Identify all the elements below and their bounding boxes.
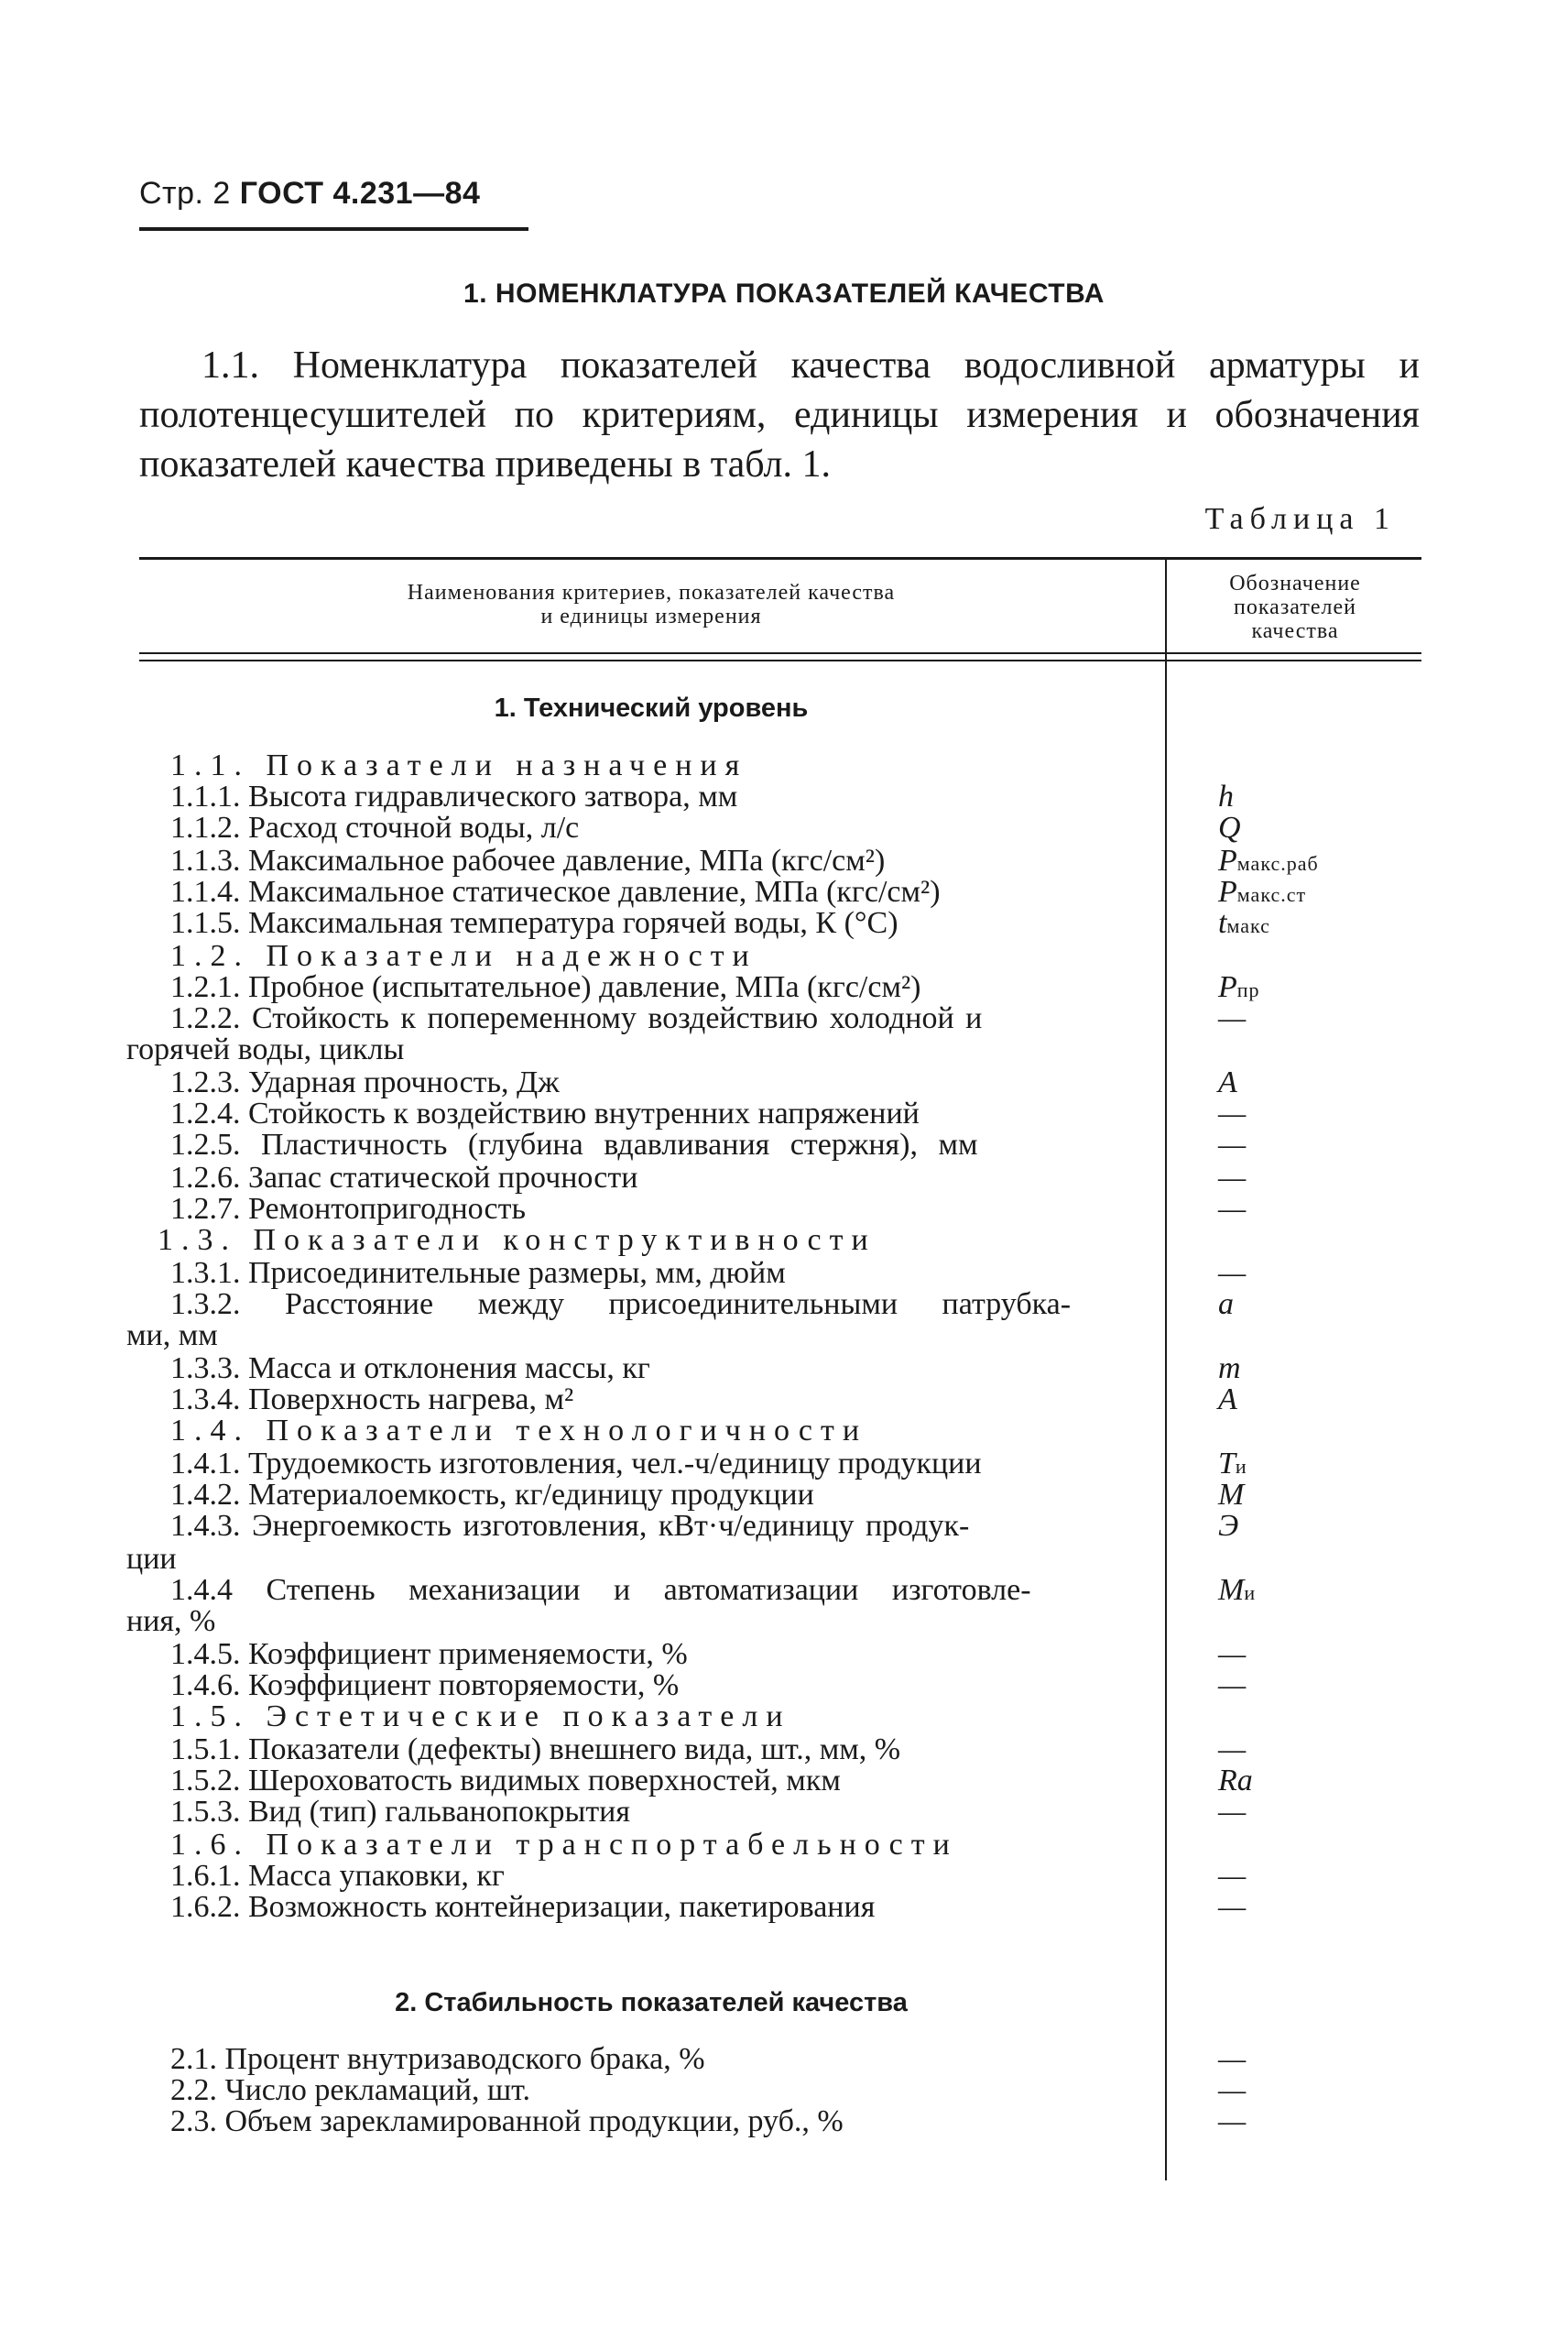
indicator-name: 1.1. Показатели назначения	[170, 748, 748, 782]
indicator-name: 1.2. Показатели надежности	[170, 939, 757, 973]
indicator-name: 1.3.4. Поверхность нагрева, м²	[170, 1382, 574, 1416]
indicator-symbol-main: —	[1218, 1192, 1247, 1226]
indicator-symbol-main: h	[1218, 780, 1234, 814]
indicator-symbol-main: —	[1218, 1668, 1247, 1702]
indicator-symbol-main: A	[1218, 1065, 1237, 1099]
indicator-name: 1.6. Показатели транспортабельности	[170, 1828, 958, 1862]
indicator-symbol-subscript: макс.ст	[1236, 883, 1307, 906]
table-row	[0, 1574, 1568, 1607]
indicator-symbol-main: —	[1218, 2042, 1247, 2076]
indicator-name: 1.3. Показатели конструктивности	[158, 1223, 877, 1257]
indicator-symbol-main: —	[1218, 2104, 1247, 2138]
indicator-name: 1.3.3. Масса и отклонения массы, кг	[170, 1351, 650, 1385]
indicator-name: 1.2.4. Стойкость к воздействию внутренних напряжений	[170, 1097, 920, 1131]
indicator-name: 1.1.4. Максимальное статическое давление, МПа (кгс/см²)	[170, 875, 941, 909]
indicator-symbol-main: P	[1218, 844, 1237, 878]
table-group-row	[0, 1829, 1568, 1862]
table-row	[0, 1764, 1568, 1797]
indicator-name: 1.2.3. Ударная прочность, Дж	[170, 1065, 560, 1099]
indicator-name: 1.5.2. Шероховатость видимых поверхностей, мкм	[170, 1764, 841, 1797]
indicator-name: 1.4. Показатели технологичности	[170, 1414, 868, 1448]
indicator-symbol	[1218, 1257, 1246, 1290]
table-row	[0, 845, 1568, 878]
indicator-symbol-main: —	[1218, 1637, 1247, 1671]
indicator-name: 2.1. Процент внутризаводского брака, %	[170, 2042, 705, 2076]
indicator-name: 1.4.5. Коэффициент применяемости, %	[170, 1637, 688, 1671]
standard-code: ГОСТ 4.231—84	[239, 176, 481, 211]
indicator-name: 1.2.6. Запас статической прочности	[170, 1161, 638, 1195]
indicator-symbol-main: Э	[1218, 1509, 1239, 1543]
indicator-name: 1.3.2. Расстояние между присоединительными патрубка-	[170, 1287, 1072, 1321]
table-row	[0, 1193, 1568, 1226]
indicator-symbol	[1218, 812, 1241, 845]
indicator-symbol	[1218, 1891, 1246, 1924]
indicator-name: 1.1.5. Максимальная температура горячей воды, К (°С)	[170, 906, 898, 940]
indicator-symbol-main: M	[1218, 1573, 1245, 1607]
indicator-symbol	[1218, 1129, 1246, 1162]
table-row	[0, 1448, 1568, 1480]
indicator-symbol-main: t	[1218, 906, 1227, 940]
indicator-symbol-subscript: пр	[1236, 978, 1260, 1001]
indicator-name: 1.6.2. Возможность контейнеризации, пакетирования	[170, 1890, 876, 1924]
indicator-name: 1.4.2. Материалоемкость, кг/единицу продукции	[170, 1478, 814, 1512]
indicator-symbol-main: —	[1218, 1128, 1247, 1162]
indicator-symbol-main: —	[1218, 2073, 1247, 2107]
indicator-symbol-subscript: и	[1244, 1581, 1257, 1604]
page-number-label: Стр. 2	[139, 176, 231, 211]
indicator-symbol	[1218, 907, 1270, 943]
indicator-symbol	[1218, 1764, 1253, 1797]
indicator-name: 1.5.1. Показатели (дефекты) внешнего вида, шт., мм, %	[170, 1732, 901, 1766]
table-section-title: 2. Стабильность показателей качества	[395, 1988, 908, 2017]
table-row-continuation	[0, 1605, 1568, 1638]
table-group-row	[0, 1415, 1568, 1448]
indicator-symbol-main: m	[1218, 1351, 1241, 1385]
indicator-name: 1.2.7. Ремонтопригодность	[170, 1192, 526, 1226]
indicator-symbol-subscript: макс	[1226, 914, 1270, 937]
indicator-symbol-main: Q	[1218, 811, 1241, 845]
indicator-name: 1.6.1. Масса упаковки, кг	[170, 1859, 505, 1893]
indicator-symbol	[1218, 2043, 1246, 2076]
indicator-name: 1.3.1. Присоединительные размеры, мм, дюйм	[170, 1256, 786, 1290]
indicator-name: 1.1.1. Высота гидравлического затвора, мм	[170, 780, 738, 814]
indicator-name: 1.4.1. Трудоемкость изготовления, чел.-ч/единицу продукции	[170, 1447, 982, 1480]
indicator-name: 1.2.1. Пробное (испытательное) давление, МПа (кгс/см²)	[170, 970, 921, 1004]
table-row	[0, 1352, 1568, 1385]
table-row-continuation	[0, 1543, 1568, 1576]
indicator-symbol	[1218, 1193, 1246, 1226]
indicator-symbol	[1218, 1860, 1246, 1893]
intro-paragraph: 1.1. Номенклатура показателей качества водосливной арматуры и полотенцесушителей по критериям, единицы измерения и обозначения показателей качества приведены в табл. 1.	[139, 344, 1420, 486]
indicator-symbol-main: —	[1218, 1732, 1247, 1766]
indicator-name: 1.2.2. Стойкость к попеременному воздействию холодной и	[170, 1001, 983, 1035]
table-row	[0, 812, 1568, 845]
indicator-symbol-main: —	[1218, 1001, 1247, 1035]
table-row	[0, 1510, 1568, 1543]
indicator-symbol	[1218, 2105, 1246, 2138]
table-row	[0, 1288, 1568, 1321]
indicator-symbol	[1218, 1288, 1234, 1321]
table-row	[0, 971, 1568, 1004]
indicator-symbol	[1218, 1352, 1241, 1385]
table-row-continuation	[0, 1033, 1568, 1066]
column-header-symbol-line: показателей	[1234, 595, 1356, 619]
column-header-name-line: Наименования критериев, показателей качества	[407, 581, 896, 605]
indicator-name: ции	[126, 1542, 177, 1576]
indicator-name: ми, мм	[126, 1318, 218, 1352]
indicator-symbol-main: Ra	[1218, 1764, 1253, 1797]
table-row	[0, 1669, 1568, 1702]
table-row	[0, 1479, 1568, 1512]
indicator-symbol	[1218, 1383, 1237, 1416]
indicator-symbol-main: P	[1218, 970, 1237, 1004]
indicator-symbol-main: —	[1218, 1859, 1247, 1893]
indicator-symbol-main: T	[1218, 1447, 1236, 1480]
indicator-symbol	[1218, 1002, 1246, 1035]
indicator-symbol-subscript: макс.раб	[1236, 852, 1319, 875]
indicator-symbol-main: —	[1218, 1256, 1247, 1290]
indicator-symbol	[1218, 2074, 1246, 2107]
table-row	[0, 1891, 1568, 1924]
indicator-symbol	[1218, 1066, 1237, 1099]
table-row	[0, 1098, 1568, 1131]
indicator-symbol	[1218, 1733, 1246, 1766]
indicator-symbol-main: —	[1218, 1161, 1247, 1195]
indicator-name: ния, %	[126, 1604, 216, 1638]
table-row	[0, 1162, 1568, 1195]
indicator-symbol	[1218, 1669, 1246, 1702]
indicator-name: 1.4.6. Коэффициент повторяемости, %	[170, 1668, 680, 1702]
indicator-symbol-subscript: и	[1235, 1455, 1247, 1478]
indicator-symbol	[1218, 1098, 1246, 1131]
indicator-symbol-main: —	[1218, 1890, 1247, 1924]
table-row	[0, 1257, 1568, 1290]
table-group-row	[0, 749, 1568, 782]
indicator-name: 1.2.5. Пластичность (глубина вдавливания стержня), мм	[170, 1128, 978, 1162]
indicator-name: 1.5. Эстетические показатели	[170, 1699, 791, 1733]
indicator-symbol-main: M	[1218, 1478, 1245, 1512]
indicator-name: 1.1.3. Максимальное рабочее давление, МПа (кгс/см²)	[170, 844, 886, 878]
table-group-row	[0, 1224, 1568, 1257]
table-caption: Таблица 1	[1204, 502, 1396, 536]
indicator-symbol	[1218, 1162, 1246, 1195]
indicator-symbol-main: A	[1218, 1382, 1237, 1416]
table-row	[0, 1066, 1568, 1099]
table-row	[0, 2074, 1568, 2107]
indicator-name: 1.1.2. Расход сточной воды, л/с	[170, 811, 580, 845]
section-title: 1. НОМЕНКЛАТУРА ПОКАЗАТЕЛЕЙ КАЧЕСТВА	[463, 279, 1105, 309]
indicator-name: 1.4.4 Степень механизации и автоматизации изготовле-	[170, 1573, 1031, 1607]
table-group-row	[0, 940, 1568, 973]
table-row	[0, 1796, 1568, 1829]
indicator-symbol-main: —	[1218, 1097, 1247, 1131]
table-row	[0, 1129, 1568, 1162]
table-row	[0, 1733, 1568, 1766]
indicator-name: горячей воды, циклы	[126, 1032, 405, 1066]
table-row	[0, 876, 1568, 909]
indicator-symbol-main: —	[1218, 1795, 1247, 1829]
indicator-name: 2.3. Объем зарекламированной продукции, руб., %	[170, 2104, 844, 2138]
table-row	[0, 1638, 1568, 1671]
indicator-symbol	[1218, 1510, 1238, 1543]
table-section-title: 1. Технический уровень	[494, 694, 809, 723]
indicator-symbol-main: P	[1218, 875, 1237, 909]
indicator-name: 1.4.3. Энергоемкость изготовления, кВт·ч/единицу продук-	[170, 1509, 970, 1543]
indicator-symbol	[1218, 1796, 1246, 1829]
indicator-name: 1.5.3. Вид (тип) гальванопокрытия	[170, 1795, 631, 1829]
table-row	[0, 1002, 1568, 1035]
table-row-continuation	[0, 1319, 1568, 1352]
indicator-symbol	[1218, 781, 1234, 814]
table-row	[0, 2043, 1568, 2076]
indicator-symbol-main: a	[1218, 1287, 1234, 1321]
table-row	[0, 907, 1568, 940]
indicator-symbol	[1218, 1638, 1246, 1671]
table-group-row	[0, 1700, 1568, 1733]
indicator-name: 2.2. Число рекламаций, шт.	[170, 2073, 530, 2107]
table-row	[0, 1860, 1568, 1893]
table-row	[0, 1383, 1568, 1416]
indicator-symbol	[1218, 1479, 1244, 1512]
column-header-symbol-line: Обозначение	[1229, 572, 1361, 595]
column-header-symbol-line: качества	[1251, 619, 1339, 643]
table-row	[0, 2105, 1568, 2138]
table-row	[0, 781, 1568, 814]
column-header-name-line: и единицы измерения	[540, 605, 762, 628]
